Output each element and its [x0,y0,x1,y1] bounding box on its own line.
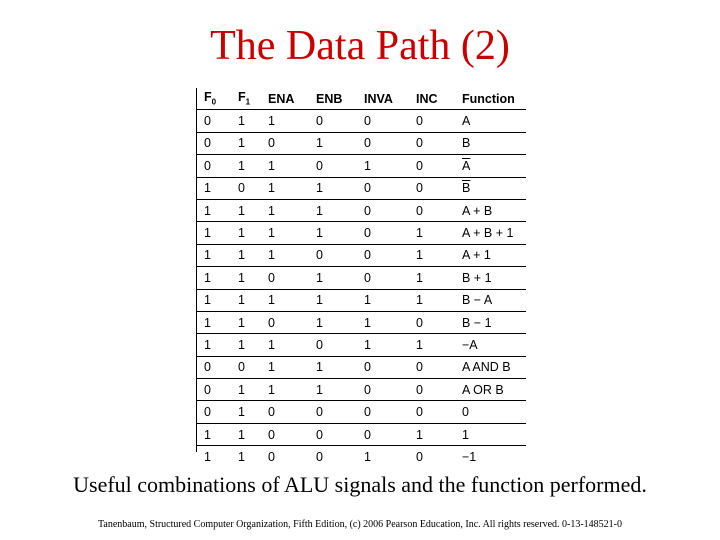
cell-function: $\overline{B}$ [462,177,526,199]
cell-ena: 1 [268,177,316,199]
cell-f1: 1 [238,222,268,244]
table-row [196,423,526,445]
cell-enb: 1 [316,199,364,221]
cell-f0: 0 [196,401,238,423]
cell-ena: 0 [268,132,316,154]
header-inva: INVA [364,91,393,106]
cell-inva: 0 [364,110,416,132]
cell-f1: 1 [238,110,268,132]
cell-inc: 0 [416,311,462,333]
cell-inva: 0 [364,177,416,199]
cell-f1: 1 [238,199,268,221]
cell-f0: 1 [196,244,238,266]
cell-function: A AND B [462,356,526,378]
cell-function: A + B + 1 [462,222,526,244]
table-row [196,311,526,333]
cell-ena: 1 [268,289,316,311]
cell-function: −1 [462,446,526,468]
header-f0-sub: 0 [211,97,217,107]
table-row [196,401,526,423]
cell-f1: 1 [238,446,268,468]
cell-function: A + B [462,199,526,221]
cell-function: 1 [462,423,526,445]
cell-f0: 1 [196,423,238,445]
table-row [196,244,526,266]
cell-f0: 1 [196,222,238,244]
cell-enb: 0 [316,110,364,132]
cell-f1: 1 [238,334,268,356]
header-function: Function [462,91,515,106]
cell-function: B [462,132,526,154]
cell-enb: 0 [316,423,364,445]
cell-enb: 1 [316,132,364,154]
cell-inc: 1 [416,222,462,244]
cell-ena: 0 [268,401,316,423]
header-f1-sub: 1 [245,97,251,107]
cell-inva: 0 [364,199,416,221]
table-row [196,222,526,244]
table-row [196,334,526,356]
cell-enb: 0 [316,334,364,356]
cell-f0: 0 [196,356,238,378]
cell-enb: 1 [316,356,364,378]
header-f1-main: F [238,90,246,105]
cell-ena: 0 [268,311,316,333]
cell-ena: 1 [268,155,316,177]
table-header-row [196,88,526,110]
cell-f1: 1 [238,311,268,333]
cell-inva: 0 [364,401,416,423]
header-ena: ENA [268,91,295,106]
copyright-footer: Tanenbaum, Structured Computer Organization, Fifth Edition, (c) 2006 Pearson Education, Inc. All rights reserved. 0-13-148521-0 [98,519,622,530]
cell-function: A [462,110,526,132]
cell-inva: 0 [364,423,416,445]
cell-inva: 0 [364,267,416,289]
cell-enb: 0 [316,401,364,423]
table-row [196,289,526,311]
cell-function: −A [462,334,526,356]
header-f0-main: F [204,90,212,105]
cell-f0: 1 [196,446,238,468]
cell-f0: 1 [196,311,238,333]
cell-f0: 0 [196,132,238,154]
cell-inva: 0 [364,356,416,378]
figure-caption: Useful combinations of ALU signals and the function performed. [73,472,647,497]
cell-f1: 1 [238,289,268,311]
cell-f0: 0 [196,379,238,401]
cell-f1: 0 [238,356,268,378]
cell-inva: 1 [364,446,416,468]
slide-title: The Data Path (2) [210,23,510,69]
header-f0 [196,88,238,110]
cell-f1: 1 [238,423,268,445]
cell-inc: 1 [416,244,462,266]
table-row [196,267,526,289]
table-row [196,379,526,401]
cell-inva: 1 [364,289,416,311]
table-row [196,446,526,468]
cell-inc: 0 [416,110,462,132]
cell-f1: 1 [238,267,268,289]
table-row [196,132,526,154]
cell-function: B − 1 [462,311,526,333]
cell-function: A OR B [462,379,526,401]
cell-inva: 1 [364,155,416,177]
cell-f0: 1 [196,267,238,289]
cell-ena: 1 [268,379,316,401]
cell-function: 0 [462,401,526,423]
cell-inc: 1 [416,289,462,311]
cell-inc: 0 [416,155,462,177]
cell-inc: 0 [416,356,462,378]
cell-enb: 0 [316,244,364,266]
cell-function: B + 1 [462,267,526,289]
cell-inc: 0 [416,379,462,401]
cell-inc: 0 [416,132,462,154]
cell-inc: 1 [416,334,462,356]
cell-enb: 1 [316,379,364,401]
cell-ena: 0 [268,423,316,445]
cell-ena: 1 [268,356,316,378]
cell-ena: 1 [268,334,316,356]
cell-f1: 0 [238,177,268,199]
cell-f1: 1 [238,132,268,154]
cell-enb: 0 [316,446,364,468]
cell-f0: 1 [196,334,238,356]
cell-inva: 1 [364,311,416,333]
cell-enb: 1 [316,222,364,244]
cell-f1: 1 [238,244,268,266]
cell-f1: 1 [238,401,268,423]
table-row [196,199,526,221]
cell-enb: 1 [316,177,364,199]
cell-f0: 1 [196,289,238,311]
alu-signal-table [196,88,526,468]
cell-inva: 0 [364,222,416,244]
table-row [196,356,526,378]
cell-ena: 0 [268,267,316,289]
cell-f1: 1 [238,379,268,401]
cell-inva: 0 [364,379,416,401]
header-inc: INC [416,91,438,106]
cell-enb: 1 [316,267,364,289]
table-body [196,110,526,468]
table-row [196,110,526,132]
alu-signal-table-container [196,88,526,464]
cell-inc: 0 [416,401,462,423]
cell-ena: 1 [268,110,316,132]
cell-function: $\overline{A}$ [462,155,526,177]
cell-inc: 1 [416,423,462,445]
cell-inva: 0 [364,132,416,154]
cell-inva: 1 [364,334,416,356]
table-row [196,155,526,177]
cell-ena: 0 [268,446,316,468]
cell-inc: 0 [416,177,462,199]
cell-inc: 0 [416,199,462,221]
cell-f0: 1 [196,199,238,221]
cell-inc: 0 [416,446,462,468]
cell-f0: 0 [196,110,238,132]
cell-f1: 1 [238,155,268,177]
cell-ena: 1 [268,244,316,266]
cell-enb: 1 [316,289,364,311]
cell-inc: 1 [416,267,462,289]
cell-inva: 0 [364,244,416,266]
table-row [196,177,526,199]
cell-function: A + 1 [462,244,526,266]
cell-ena: 1 [268,222,316,244]
cell-f0: 1 [196,177,238,199]
cell-function: B − A [462,289,526,311]
cell-enb: 1 [316,311,364,333]
cell-enb: 0 [316,155,364,177]
header-enb: ENB [316,91,343,106]
cell-f0: 0 [196,155,238,177]
header-f1 [238,88,268,110]
cell-ena: 1 [268,199,316,221]
